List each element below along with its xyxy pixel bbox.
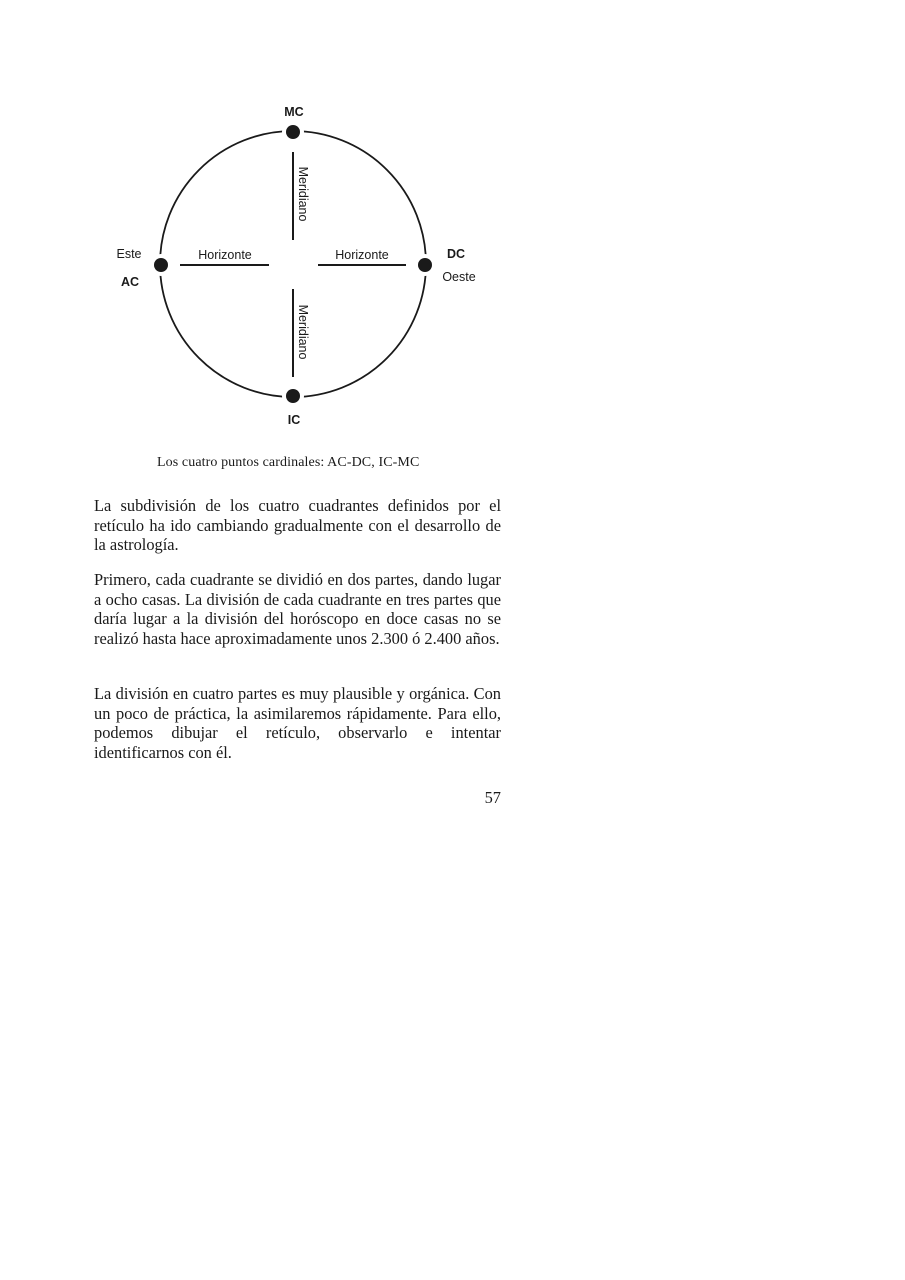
ic-point	[286, 389, 300, 403]
meridian-top-label: Meridiano	[296, 166, 310, 222]
ac-label: AC	[120, 275, 140, 289]
paragraph: La subdivisión de los cuatro cuadrantes definidos por el retículo ha ido cambiando gradualmente con el desarrollo de la astrología.	[94, 496, 501, 555]
paragraph: La división en cuatro partes es muy plausible y orgánica. Con un poco de práctica, la asimilaremos rápidamente. Para ello, podemos dibujar el retículo, observarlo e intentar identificarnos con él.	[94, 684, 501, 762]
mc-label: MC	[284, 105, 304, 119]
east-label: Este	[116, 247, 142, 261]
horizon-right-label: Horizonte	[335, 248, 389, 262]
paragraph: Primero, cada cuadrante se dividió en dos partes, dando lugar a ocho casas. La división de cada cuadrante en tres partes que daría lugar a la división del horóscopo en doce casas no se realizó hasta hace aproximadamente unos 2.300 ó 2.400 años.	[94, 570, 501, 648]
dc-point	[418, 258, 432, 272]
page-number: 57	[484, 788, 501, 807]
mc-point	[286, 125, 300, 139]
west-label: Oeste	[442, 270, 476, 284]
cardinal-points-diagram	[0, 0, 905, 440]
horizon-left-label: Horizonte	[198, 248, 252, 262]
dc-label: DC	[446, 247, 466, 261]
meridian-bottom-label: Meridiano	[296, 304, 310, 360]
ac-point	[154, 258, 168, 272]
ic-label: IC	[287, 413, 301, 427]
figure-caption: Los cuatro puntos cardinales: AC-DC, IC-MC	[157, 455, 420, 470]
